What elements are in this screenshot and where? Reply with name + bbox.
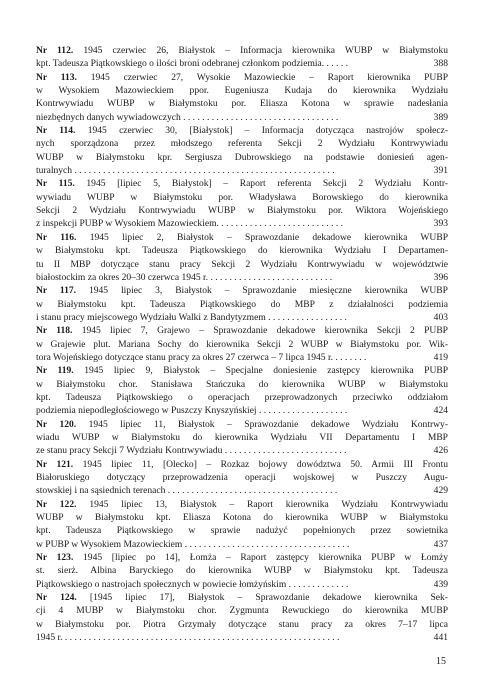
toc-entry-first-line [36, 124, 448, 137]
toc-entry [36, 231, 448, 284]
entry-text: tora Wojeńskiego dotyczące stanu pracy za okres 27 czerwca – 7 lipca 1945 r. . . . . . . . [36, 351, 367, 363]
entry-text: WUBP w Białymstoku kpt. Eliasza Kotona do kierownika WUBP w Białymstoku [36, 512, 448, 524]
entry-text: cji 4 MUBP w Białymstoku chor. Zygmunta Rewuckiego do kierownika MUBP [36, 605, 448, 617]
toc-entry-line [36, 191, 448, 204]
entry-page-number: 391 [433, 165, 448, 177]
entry-text: 1945 lipiec 13, Białystok – Raport kierownika Wydziału Kontrwywiadu [89, 498, 448, 510]
entry-text: stowskiej i na sąsiednich terenach . . . . . . . . . . . . . . . . . . . . . . . . . . . . . . . . . . . . [36, 485, 338, 497]
document-number: Nr 113. [36, 71, 77, 83]
toc-entry-first-line [36, 551, 448, 564]
toc-entry-line [36, 484, 414, 497]
toc-entry-line [36, 311, 414, 324]
document-number: Nr 114. [36, 125, 76, 137]
document-number: Nr 116. [36, 231, 77, 243]
toc-entry-line [36, 258, 448, 271]
toc-entry-line [36, 471, 448, 484]
document-number: Nr 120. [36, 418, 77, 430]
entry-page-number: 429 [433, 485, 448, 497]
toc-entry-line [36, 338, 448, 351]
toc-entry-first-line [36, 44, 448, 57]
entry-text: w Białymstoku por. Piotra Grzymały dotyczące stanu pracy za okres 7–17 lipca [36, 618, 448, 630]
toc-entry [36, 177, 448, 230]
toc-entry-line [36, 137, 448, 150]
toc-entry-line [36, 217, 414, 230]
entry-text: w PUBP w Wysokiem Mazowieckiem . . . . . . . . . . . . . . . . . . . . . . . . . . . . . . . . . . . [36, 538, 350, 550]
entry-text: kpt. Tadeusza Piątkowskiego w sprawie nadużyć popełnionych przez sowietnika [36, 525, 448, 537]
entry-page-number: 424 [433, 405, 448, 417]
toc-entry-line [36, 391, 448, 404]
toc-entry-first-line [36, 177, 448, 190]
entry-text: nych sporządzona przez młodszego referenta Sekcji 2 Wydziału Kontrwywiadu [36, 138, 448, 150]
toc-entry-line [36, 164, 414, 177]
entry-text: 1945 lipiec 2, Białystok – Sprawozdanie dekadowe kierownika WUBP [89, 231, 448, 243]
document-number: Nr 124. [36, 592, 77, 604]
entry-page-number: 419 [433, 351, 448, 363]
document-number: Nr 122. [36, 498, 77, 510]
toc-entry-line [36, 578, 414, 591]
entry-text: kpt. Tadeusza Piątkowskiego o ilości broni odebranej członkom podziemia. . . . . . [36, 58, 349, 70]
entry-text: w Białymstoku chor. Stanisława Stańczuka do kierownika WUBP w Białymstoku [36, 378, 448, 390]
toc-entry-line [36, 298, 448, 311]
entry-text: ze stanu pracy Sekcji 7 Wydziału Kontrwywiadu . . . . . . . . . . . . . . . . . . . . . . . . . . [36, 445, 347, 457]
toc-entry-line [36, 111, 414, 124]
toc-entry [36, 458, 448, 498]
document-number: Nr 112. [36, 45, 74, 56]
entry-page-number: 389 [433, 111, 448, 123]
entry-text: 1945 r. . . . . . . . . . . . . . . . . . . . . . . . . . . . . . . . . . . . . . . . . . . . . . . . . . . . . . . . . . . [36, 632, 340, 644]
entry-page-number: 439 [433, 578, 448, 590]
document-number: Nr 118. [36, 325, 73, 337]
toc-entry [36, 284, 448, 324]
toc-entry [36, 44, 448, 71]
entry-text: Piątkowskiego o nastrojach społecznych w powiecie łomżyńskim . . . . . . . . . . . . . [36, 578, 349, 590]
toc-entry-first-line [36, 284, 448, 297]
toc-entry-first-line [36, 591, 448, 604]
entry-text: w Białymstoku kpt. Tadeusza Piątkowskiego do kierownika Wydziału I Departamen- [36, 245, 448, 257]
entry-text: w Białymstoku kpt. Tadeusza Piątkowskiego do MBP z działalności podziemia [36, 298, 448, 310]
entry-text: 1945 lipiec 11, [Olecko] – Rozkaz bojowy dowództwa 50. Armii III Frontu [82, 458, 448, 470]
toc-entry [36, 364, 448, 417]
entry-text: 1945 lipiec 3, Białystok – Sprawozdanie miesięczne kierownika WUBP [88, 285, 448, 297]
entry-text: 1945 lipiec 9, Białystok – Specjalne doniesienie zastępcy kierownika PUBP [84, 365, 448, 377]
toc-entry [36, 591, 448, 644]
entry-text: i stanu pracy miejscowego Wydziału Walki z Bandytyzmem . . . . . . . . . . . . . . . . . [36, 311, 347, 323]
toc-entry-line [36, 524, 448, 537]
toc-entry-line [36, 378, 448, 391]
entry-text: [1945 lipiec 17], Białystok – Sprawozdanie dekadowe kierownika Sek- [89, 592, 448, 604]
entry-text: Białoruskiego dotyczący przeprowadzenia operacji wojskowej w Puszczy Augu- [36, 472, 448, 483]
toc-entry-first-line [36, 324, 448, 337]
toc-entry-first-line [36, 364, 448, 377]
table-of-contents [36, 44, 448, 644]
toc-entry-first-line [36, 458, 448, 471]
toc-entry-line [36, 57, 414, 70]
toc-entry-line [36, 618, 448, 631]
toc-entry-line [36, 564, 448, 577]
entry-text: z inspekcji PUBP w Wysokiem Mazowieckiem. . . . . . . . . . . . . . . . . . . . . . . . . . . [36, 218, 344, 230]
entry-page-number: 437 [433, 538, 448, 550]
toc-entry-first-line [36, 498, 448, 511]
toc-entry-line [36, 97, 448, 110]
entry-text: białostockim za okres 20–30 czerwca 1945 r. . . . . . . . . . . . . . . . . . . . . . . . . . . [36, 271, 333, 283]
entry-text: 1945 czerwiec 30, [Białystok] – Informacja dotycząca nastrojów społecz- [87, 125, 448, 137]
entry-page-number: 441 [433, 632, 448, 644]
entry-text: wywiadu WUBP w Białymstoku por. Władysława Borowskiego do kierownika [36, 191, 448, 203]
toc-entry [36, 498, 448, 551]
entry-text: 1945 czerwiec 27, Wysokie Mazowieckie – Raport kierownika PUBP [90, 71, 448, 83]
toc-entry-line [36, 511, 448, 524]
entry-text: niezbędnych danych wywiadowczych . . . . . . . . . . . . . . . . . . . . . . . . . . . . . . . . . [36, 111, 339, 123]
toc-entry-line [36, 538, 414, 551]
toc-entry [36, 551, 448, 591]
entry-page-number: 388 [433, 58, 448, 70]
toc-entry-line [36, 244, 448, 257]
entry-page-number: 396 [433, 271, 448, 283]
toc-entry-first-line [36, 71, 448, 84]
entry-text: 1945 lipiec 7, Grajewo – Sprawozdanie dekadowe kierownika Sekcji 2 PUBP [81, 325, 448, 337]
document-number: Nr 115. [36, 178, 75, 190]
entry-text: 1945 [lipiec po 14], Łomża – Raport zastępcy kierownika PUBP w Łomży [83, 552, 448, 564]
entry-text: tu II MBP dotyczące stanu pracy Sekcji 2 Wydziału Kontrwywiadu w województwie [36, 258, 448, 270]
entry-text: kpt. Tadeusza Piątkowskiego o operacjach przeprowadzonych przeciwko oddziałom [36, 391, 448, 403]
toc-entry-line [36, 431, 448, 444]
document-number: Nr 121. [36, 458, 74, 470]
toc-entry-line [36, 631, 414, 644]
toc-entry-first-line [36, 418, 448, 431]
toc-entry-line [36, 204, 448, 217]
toc-entry [36, 418, 448, 458]
entry-text: WUBP w Białymstoku kpr. Sergiusza Dubrowskiego na podstawie doniesień agen- [36, 151, 448, 163]
toc-entry-line [36, 604, 448, 617]
entry-text: 1945 czerwiec 26, Białystok – Informacja kierownika WUBP w Białymstoku [83, 45, 448, 56]
entry-text: Sekcji 2 Wydziału Kontrwywiadu WUBP w Białymstoku por. Wiktora Wojeńskiego [36, 205, 448, 217]
entry-text: podziemia niepodległościowego w Puszczy Knyszyńskiej . . . . . . . . . . . . . . . . . . . [36, 405, 348, 417]
toc-entry-line [36, 404, 414, 417]
toc-entry-line [36, 84, 448, 97]
toc-entry [36, 324, 448, 364]
toc-entry [36, 71, 448, 124]
toc-entry-line [36, 351, 414, 364]
entry-text: Kontrwywiadu WUBP w Białymstoku por. Eliasza Kotona w sprawie nadesłania [36, 98, 448, 110]
toc-entry [36, 124, 448, 177]
toc-entry-line [36, 151, 448, 164]
document-number: Nr 117. [36, 285, 77, 297]
entry-text: w Grajewie plut. Mariana Sochy do kierownika Sekcji 2 WUBP w Białymstoku por. Wik- [36, 338, 448, 350]
entry-text: w Wysokiem Mazowieckiem ppor. Eugeniusza Kudaja do kierownika Wydziału [36, 85, 448, 97]
entry-text: 1945 lipiec 11, Białystok – Sprawozdanie dekadowe Wydziału Kontrwy- [88, 418, 448, 430]
toc-entry-first-line [36, 231, 448, 244]
entry-text: st. sierż. Albina Baryckiego do kierownika WUBP w Białymstoku kpt. Tadeusza [36, 565, 448, 577]
toc-entry-line [36, 271, 414, 284]
entry-page-number: 403 [433, 311, 448, 323]
document-number: Nr 123. [36, 552, 74, 564]
page-number: 15 [436, 656, 446, 667]
document-number: Nr 119. [36, 365, 74, 377]
entry-text: wiadu WUBP w Białymstoku do kierownika Wydziału VII Departamentu I MBP [36, 431, 448, 443]
entry-text: turalnych . . . . . . . . . . . . . . . . . . . . . . . . . . . . . . . . . . . . . . . . . . . . . . . . . . . . . . . [36, 165, 335, 177]
entry-page-number: 426 [433, 445, 448, 457]
toc-entry-line [36, 444, 414, 457]
entry-page-number: 393 [433, 218, 448, 230]
entry-text: 1945 [lipiec 5, Białystok] – Raport referenta Sekcji 2 Wydziału Kontr- [86, 178, 448, 190]
